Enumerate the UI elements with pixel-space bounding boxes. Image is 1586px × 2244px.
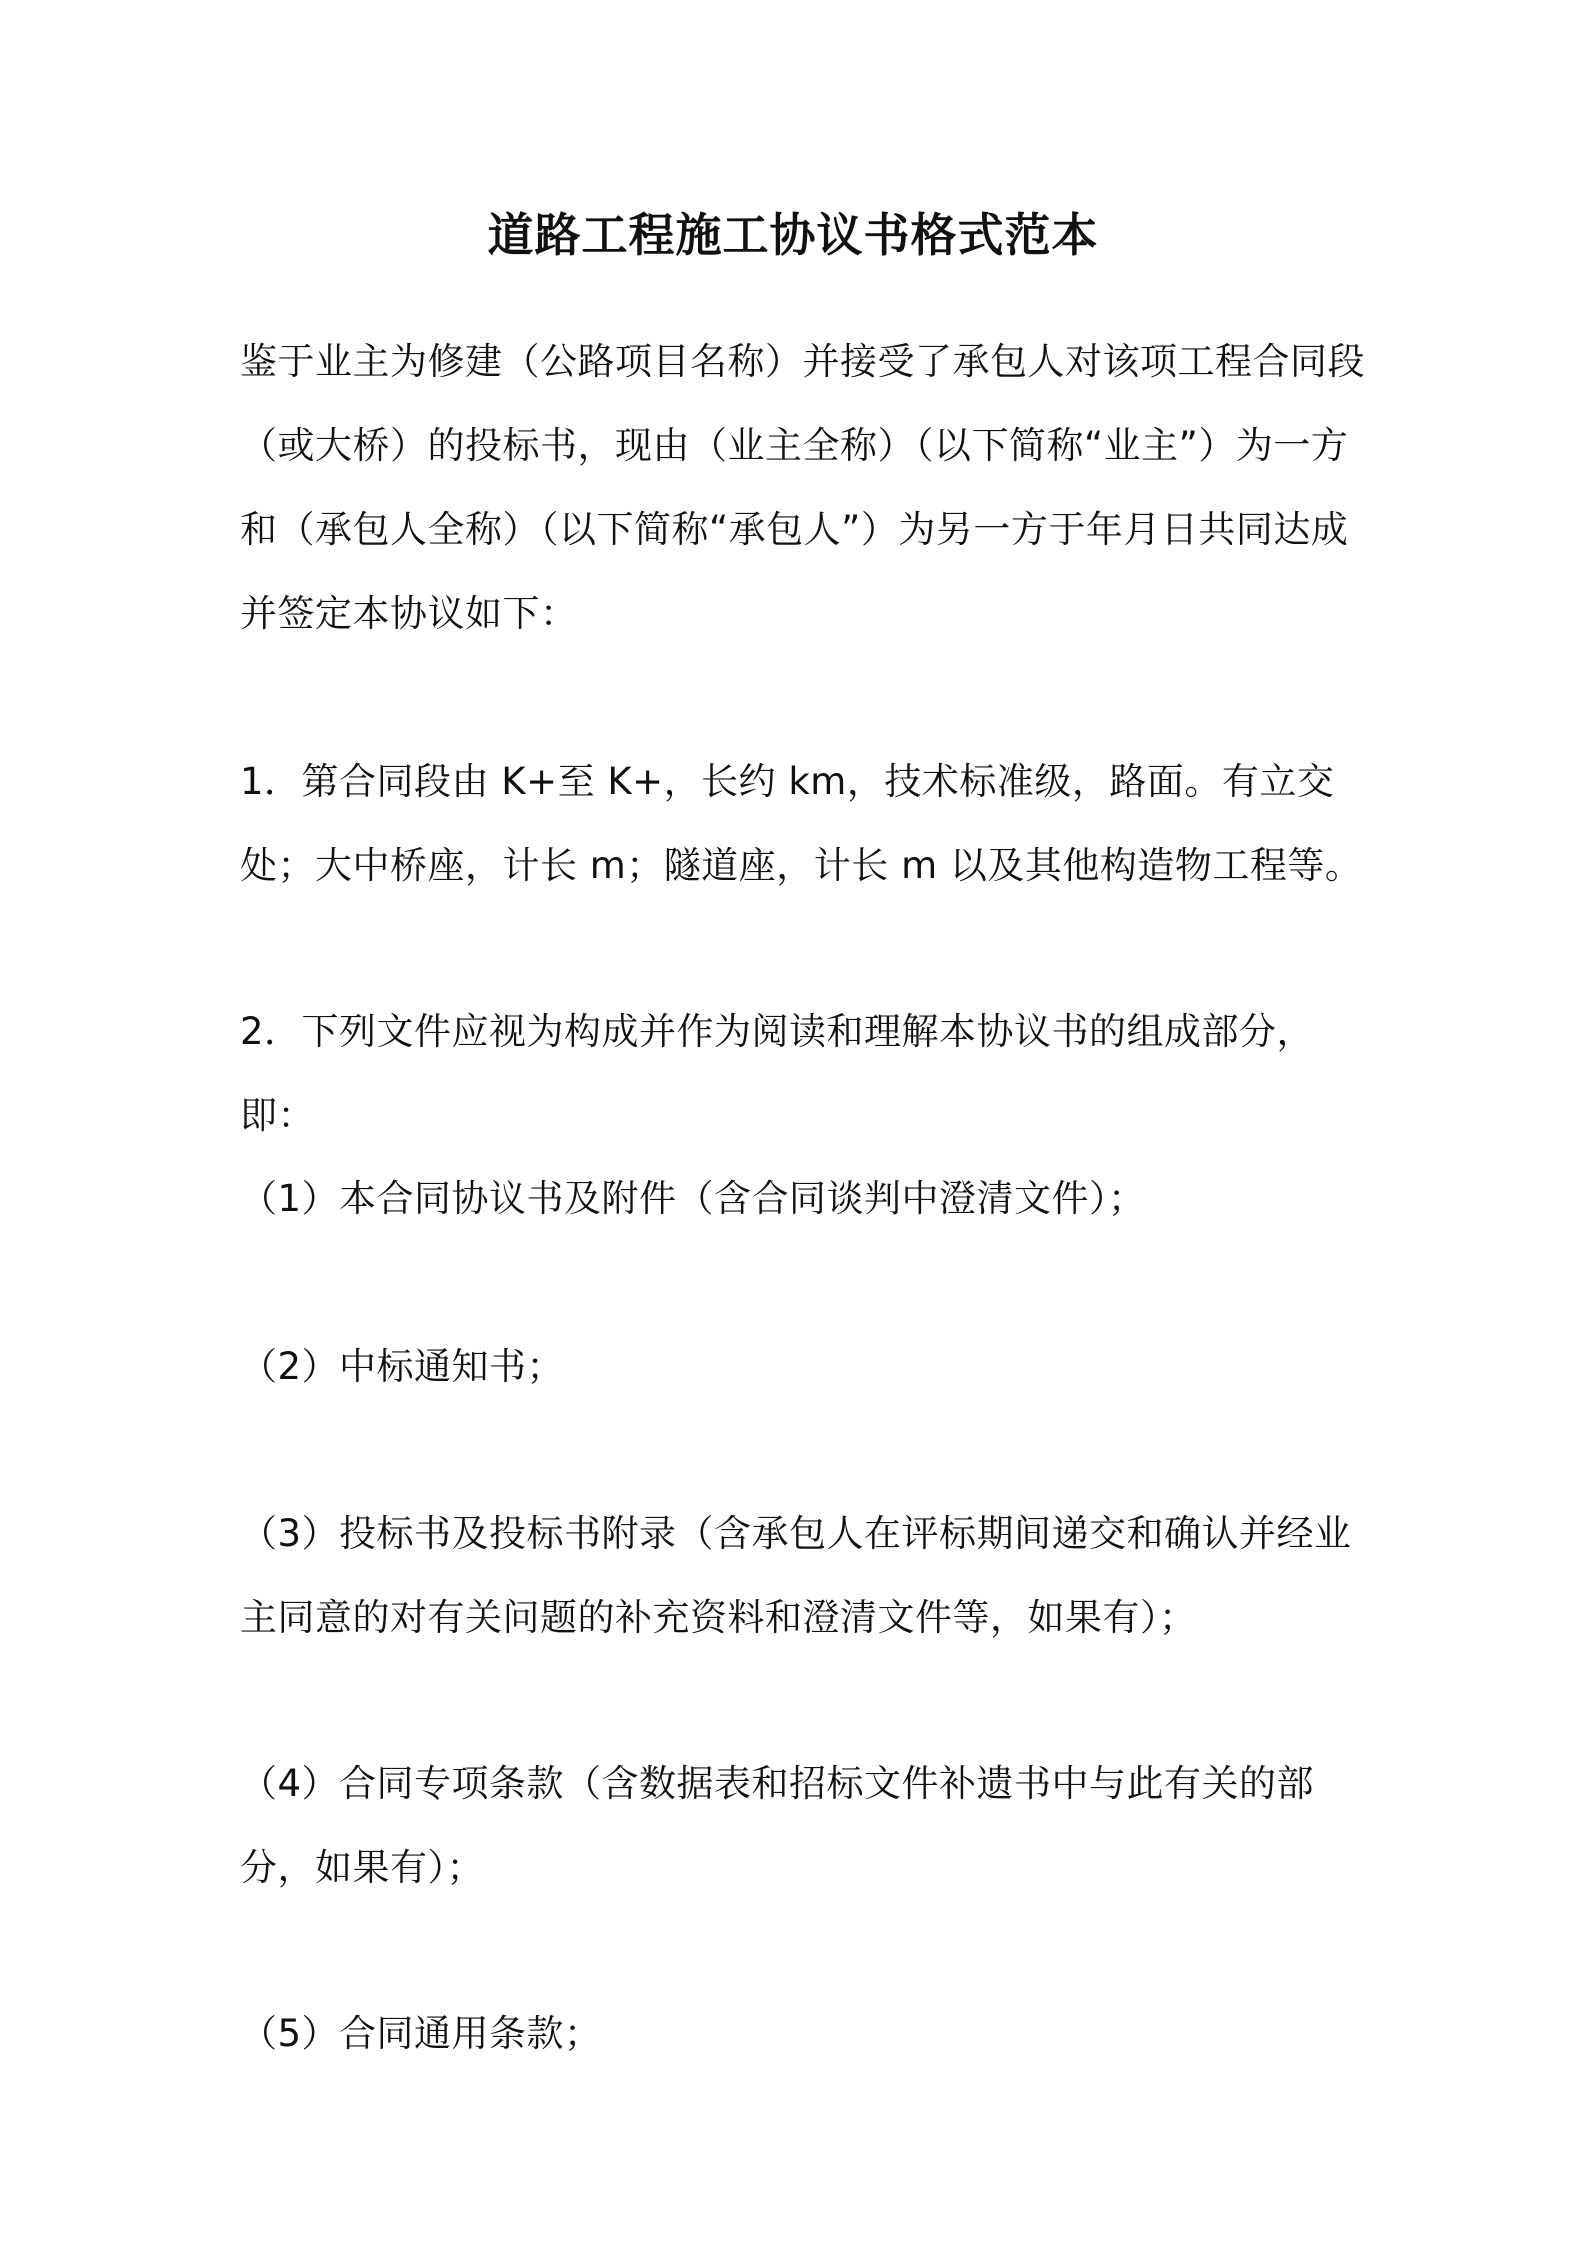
- document-title: 道路工程施工协议书格式范本: [487, 208, 1099, 262]
- list-item-4: （4）合同专项条款（含数据表和招标文件补遗书中与此有关的部分，如果有）；: [240, 1762, 1315, 1889]
- intro-paragraph: 鉴于业主为修建（公路项目名称）并接受了承包人对该项工程合同段（或大桥）的投标书，现由（业主全称）（以下简称“业主”）为一方和（承包人全称）（以下简称“承包人”）为另一方于年月日共同达成并签定本协议如下：: [240, 340, 1365, 635]
- clause-1-paragraph: 1．第合同段由 K+至 K+，长约 km，技术标准级，路面。有立交处；大中桥座，计长 m；隧道座，计长 m 以及其他构造物工程等。: [240, 760, 1363, 887]
- list-item-2: （2）中标通知书；: [240, 1345, 565, 1388]
- clause-2-paragraph: 2．下列文件应视为构成并作为阅读和理解本协议书的组成部分，即：: [240, 1010, 1315, 1137]
- list-item-3: （3）投标书及投标书附录（含承包人在评标期间递交和确认并经业主同意的对有关问题的补充资料和澄清文件等，如果有）；: [240, 1512, 1352, 1639]
- list-item-5: （5）合同通用条款；: [240, 2012, 602, 2055]
- list-item-1: （1）本合同协议书及附件（含合同谈判中澄清文件）；: [240, 1177, 1146, 1220]
